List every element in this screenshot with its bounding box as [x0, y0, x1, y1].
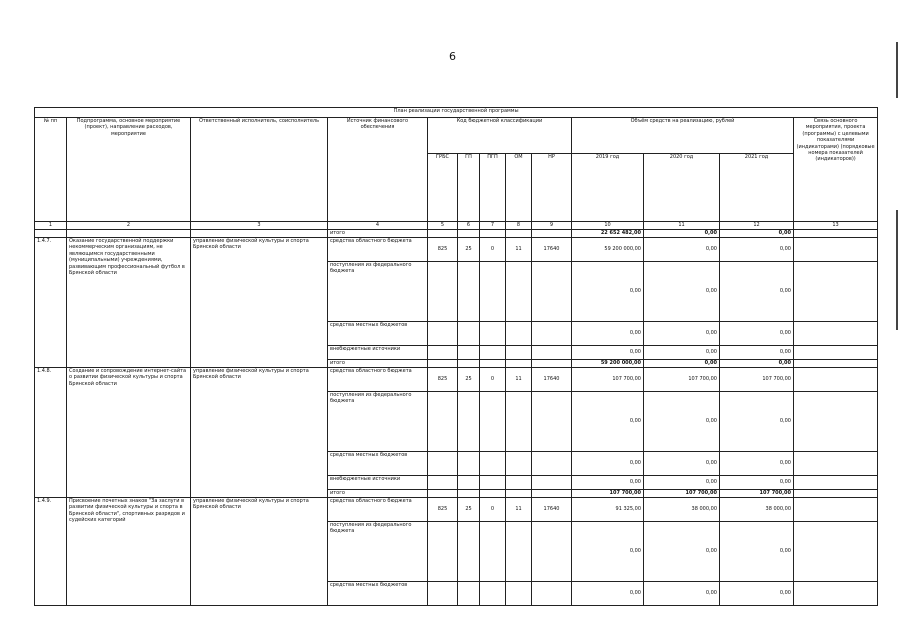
code-grbs: 825 [428, 498, 458, 522]
value-2020: 0,00 [644, 392, 720, 452]
value-2019: 0,00 [572, 522, 644, 582]
value-2019: 107 700,00 [572, 368, 644, 392]
value-2019: 0,00 [572, 476, 644, 490]
code-grbs [428, 452, 458, 476]
header-kbk: Код бюджетной классификации [428, 118, 572, 154]
page-edge-mark [896, 42, 898, 98]
code-pgp [480, 452, 506, 476]
col-number: 4 [328, 222, 428, 230]
header-funds: Объём средств на реализацию, рублей [572, 118, 794, 154]
header-grbs: ГРБС [428, 154, 458, 222]
indicator-link [794, 582, 878, 606]
header-subprogram: Подпрограмма, основное мероприятие (проект), направление расходов, мероприятие [67, 118, 191, 222]
indicator-link [794, 392, 878, 452]
code-empty [532, 490, 572, 498]
value-2019: 59 200 000,00 [572, 238, 644, 262]
total-value-2019: 107 700,00 [572, 490, 644, 498]
value-2021: 0,00 [720, 522, 794, 582]
code-nr [532, 522, 572, 582]
total-row [35, 230, 878, 238]
value-2019: 0,00 [572, 322, 644, 346]
value-2019: 0,00 [572, 452, 644, 476]
plan-table [34, 107, 878, 606]
col-number: 5 [428, 222, 458, 230]
total-value-2020: 0,00 [644, 360, 720, 368]
header-nr: НР [532, 154, 572, 222]
code-grbs [428, 522, 458, 582]
code-empty [506, 360, 532, 368]
code-empty [428, 490, 458, 498]
measure-name: Создание и сопровождение интернет-сайта о развитии физической культуры и спорта Брянской области [67, 368, 191, 498]
value-2019: 0,00 [572, 262, 644, 322]
indicator-link [794, 262, 878, 322]
code-om [506, 392, 532, 452]
code-om [506, 582, 532, 606]
col-number: 1 [35, 222, 67, 230]
code-pgp [480, 346, 506, 360]
executor: управление физической культуры и спорта Брянской области [191, 238, 328, 368]
total-value-2021: 0,00 [720, 360, 794, 368]
value-2020: 0,00 [644, 346, 720, 360]
code-empty [458, 360, 480, 368]
col-number: 12 [720, 222, 794, 230]
header-om: ОМ [506, 154, 532, 222]
code-gp [458, 452, 480, 476]
executor: управление физической культуры и спорта Брянской области [191, 368, 328, 498]
col-number: 3 [191, 222, 328, 230]
value-2020: 0,00 [644, 238, 720, 262]
code-gp: 25 [458, 498, 480, 522]
funding-source: поступления из федерального бюджета [328, 522, 428, 582]
code-gp [458, 392, 480, 452]
value-2021: 0,00 [720, 476, 794, 490]
value-2020: 0,00 [644, 452, 720, 476]
funding-source: средства местных бюджетов [328, 452, 428, 476]
page-edge-mark [896, 210, 898, 330]
total-value-2019: 59 200 000,00 [572, 360, 644, 368]
code-grbs [428, 346, 458, 360]
code-nr [532, 582, 572, 606]
indicator-link [794, 322, 878, 346]
value-2021: 0,00 [720, 322, 794, 346]
code-empty [532, 360, 572, 368]
funding-source: средства местных бюджетов [328, 582, 428, 606]
code-pgp [480, 582, 506, 606]
code-grbs [428, 392, 458, 452]
col-number: 9 [532, 222, 572, 230]
code-nr [532, 346, 572, 360]
row-number: 1.4.9. [35, 498, 67, 606]
code-gp [458, 262, 480, 322]
col-number: 7 [480, 222, 506, 230]
total-label: итого [328, 230, 428, 238]
code-om [506, 322, 532, 346]
indicator-link [794, 452, 878, 476]
code-gp: 25 [458, 238, 480, 262]
code-om [506, 346, 532, 360]
total-label: итого [328, 360, 428, 368]
value-2020: 0,00 [644, 476, 720, 490]
value-2021: 0,00 [720, 392, 794, 452]
code-empty [428, 360, 458, 368]
code-om: 11 [506, 498, 532, 522]
header-2020: 2020 год [644, 154, 720, 222]
header-2021: 2021 год [720, 154, 794, 222]
code-pgp [480, 322, 506, 346]
code-gp [458, 476, 480, 490]
code-gp [458, 522, 480, 582]
code-empty [480, 490, 506, 498]
value-2020: 107 700,00 [644, 368, 720, 392]
value-2021: 0,00 [720, 582, 794, 606]
table-row [35, 368, 878, 392]
value-2019: 0,00 [572, 582, 644, 606]
value-2020: 38 000,00 [644, 498, 720, 522]
indicator-link [794, 490, 878, 498]
value-2019: 91 325,00 [572, 498, 644, 522]
code-gp [458, 346, 480, 360]
funding-source: средства областного бюджета [328, 498, 428, 522]
header-link: Связь основного мероприятия, проекта (программы) с целевыми показателями (индикаторами) (порядковые номера показателей (индикаторов)) [794, 118, 878, 222]
funding-source: внебюджетные источники [328, 346, 428, 360]
code-om [506, 476, 532, 490]
total-label: итого [328, 490, 428, 498]
executor: управление физической культуры и спорта Брянской области [191, 498, 328, 606]
indicator-link [794, 476, 878, 490]
code-pgp: 0 [480, 238, 506, 262]
funding-source: средства местных бюджетов [328, 322, 428, 346]
code-om [506, 522, 532, 582]
code-pgp [480, 262, 506, 322]
value-2021: 0,00 [720, 346, 794, 360]
value-2021: 0,00 [720, 238, 794, 262]
col-number: 13 [794, 222, 878, 230]
table-title: План реализации государственной программы [35, 108, 878, 118]
code-pgp [480, 476, 506, 490]
value-2019: 0,00 [572, 392, 644, 452]
indicator-link [794, 360, 878, 368]
code-nr [532, 392, 572, 452]
measure-name: Присвоение почетных знаков "За заслуги в развитии физической культуры и спорта в Брянской области", спортивных разрядов и судейских категорий [67, 498, 191, 606]
indicator-link [794, 238, 878, 262]
page-number: 6 [449, 50, 456, 63]
indicator-link [794, 346, 878, 360]
funding-source: внебюджетные источники [328, 476, 428, 490]
code-gp [458, 582, 480, 606]
header-num: № пп [35, 118, 67, 222]
code-nr: 17640 [532, 238, 572, 262]
value-2021: 107 700,00 [720, 368, 794, 392]
value-2020: 0,00 [644, 582, 720, 606]
header-gp: ГП [458, 154, 480, 222]
code-om: 11 [506, 368, 532, 392]
code-grbs [428, 582, 458, 606]
code-pgp [480, 392, 506, 452]
code-gp [458, 322, 480, 346]
value-2019: 0,00 [572, 346, 644, 360]
code-gp: 25 [458, 368, 480, 392]
code-nr: 17640 [532, 368, 572, 392]
value-2020: 0,00 [644, 262, 720, 322]
funding-source: средства областного бюджета [328, 368, 428, 392]
col-number: 10 [572, 222, 644, 230]
value-2020: 0,00 [644, 522, 720, 582]
total-value-2020: 107 700,00 [644, 490, 720, 498]
total-value-2019: 22 652 482,00 [572, 230, 644, 238]
code-om: 11 [506, 238, 532, 262]
row-number: 1.4.7. [35, 238, 67, 368]
code-grbs [428, 476, 458, 490]
indicator-link [794, 522, 878, 582]
value-2021: 38 000,00 [720, 498, 794, 522]
code-nr [532, 322, 572, 346]
header-2019: 2019 год [572, 154, 644, 222]
code-nr [532, 262, 572, 322]
value-2021: 0,00 [720, 452, 794, 476]
header-source: Источник финансового обеспечения [328, 118, 428, 222]
code-pgp: 0 [480, 498, 506, 522]
code-grbs [428, 322, 458, 346]
code-empty [480, 360, 506, 368]
header-executor: Ответственный исполнитель, соисполнитель [191, 118, 328, 222]
code-om [506, 452, 532, 476]
col-number: 6 [458, 222, 480, 230]
code-grbs: 825 [428, 238, 458, 262]
funding-source: поступления из федерального бюджета [328, 392, 428, 452]
table-row [35, 238, 878, 262]
col-number: 11 [644, 222, 720, 230]
funding-source: средства областного бюджета [328, 238, 428, 262]
indicator-link [794, 368, 878, 392]
code-nr: 17640 [532, 498, 572, 522]
total-value-2020: 0,00 [644, 230, 720, 238]
indicator-link [794, 498, 878, 522]
code-pgp [480, 522, 506, 582]
table-row [35, 498, 878, 522]
code-om [506, 262, 532, 322]
header-pgp: ПГП [480, 154, 506, 222]
value-2020: 0,00 [644, 322, 720, 346]
total-value-2021: 0,00 [720, 230, 794, 238]
row-number: 1.4.8. [35, 368, 67, 498]
measure-name: Оказание государственной поддержки некоммерческим организациям, не являющимся государственными (муниципальными) учреждениями, развивающим профессиональный футбол в Брянской области [67, 238, 191, 368]
code-empty [458, 490, 480, 498]
code-grbs: 825 [428, 368, 458, 392]
funding-source: поступления из федерального бюджета [328, 262, 428, 322]
code-grbs [428, 262, 458, 322]
value-2021: 0,00 [720, 262, 794, 322]
total-value-2021: 107 700,00 [720, 490, 794, 498]
code-nr [532, 452, 572, 476]
code-nr [532, 476, 572, 490]
code-empty [506, 490, 532, 498]
col-number: 2 [67, 222, 191, 230]
code-pgp: 0 [480, 368, 506, 392]
col-number: 8 [506, 222, 532, 230]
